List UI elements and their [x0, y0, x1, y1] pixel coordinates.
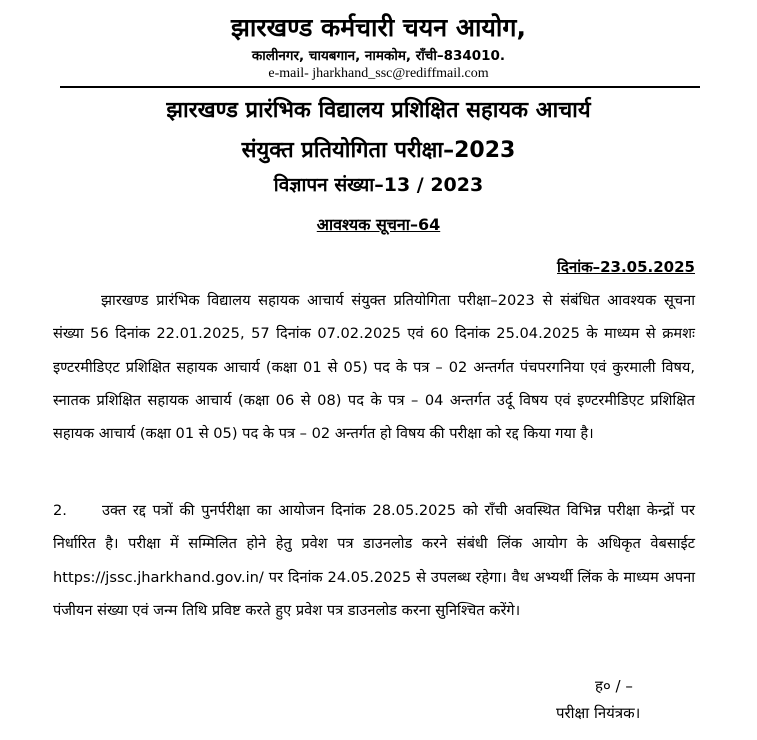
exam-title-line2: संयुक्त प्रतियोगिता परीक्षा–2023 — [241, 138, 516, 163]
organization-email: e-mail- jharkhand_ssc@rediffmail.com — [268, 66, 489, 81]
organization-address: कालीनगर, चायबगान, नामकोम, राँची–834010. — [251, 48, 506, 64]
organization-name: झारखण्ड कर्मचारी चयन आयोग, — [231, 13, 526, 42]
notice-date: दिनांक–23.05.2025 — [557, 258, 695, 276]
notice-heading: आवश्यक सूचना–64 — [316, 215, 441, 234]
notice-heading-wrapper — [0, 213, 757, 235]
paragraph-1-text: झारखण्ड प्रारंभिक विद्यालय सहायक आचार्य संयुक्त प्रतियोगिता परीक्षा–2023 से संबंधित आवश्यक सूचना संख्या 56 दिनांक 22.01.2025, 57 दिनांक 07.02.2025 एवं 60 दिनांक 25.04.2025 के माध्यम से क्रमशः इण्टरमीडिएट प्रशिक्षित सहायक आचार्य (कक्षा 01 से 05) पद के पत्र – 02 अन्तर्गत पंचपरगनिया एवं कुरमाली विषय, स्नातक प्रशिक्षित सहायक आचार्य (कक्षा 06 से 08) पद के पत्र – 04 अन्तर्गत उर्दू विषय एवं इण्टरमीडिएट प्रशिक्षित सहायक आचार्य (कक्षा 01 से 05) पद के पत्र – 02 अन्तर्गत हो विषय की परीक्षा को रद्द किया गया है। — [53, 292, 695, 443]
paragraph-2-number: 2. — [53, 502, 67, 519]
paragraph-2 — [53, 494, 695, 627]
signatory-designation: परीक्षा नियंत्रक। — [556, 704, 641, 722]
paragraph-1 — [53, 284, 695, 450]
paragraph-2-text: उक्त रद्द पत्रों की पुनर्परीक्षा का आयोजन दिनांक 28.05.2025 को राँची अवस्थित विभिन्न परीक्षा केन्द्रों पर निर्धारित है। परीक्षा में सम्मिलित होने हेतु प्रवेश पत्र डाउनलोड करने संबंधी लिंक आयोग के अधिकृत वेबसाईट https://jssc.jharkhand.gov.in/ पर दिनांक 24.05.2025 से उपलब्ध रहेगा। वैध अभ्यर्थी लिंक के माध्यम अपना पंजीयन संख्या एवं जन्म तिथि प्रविष्ट करते हुए प्रवेश पत्र डाउनलोड करना सुनिश्चित करेंगे। — [53, 502, 695, 619]
advertisement-number: विज्ञापन संख्या–13 / 2023 — [273, 174, 484, 196]
exam-title-line1: झारखण्ड प्रारंभिक विद्यालय प्रशिक्षित सहायक आचार्य — [166, 98, 591, 123]
header-divider — [60, 86, 700, 88]
signature-mark: ह० / – — [595, 677, 633, 695]
